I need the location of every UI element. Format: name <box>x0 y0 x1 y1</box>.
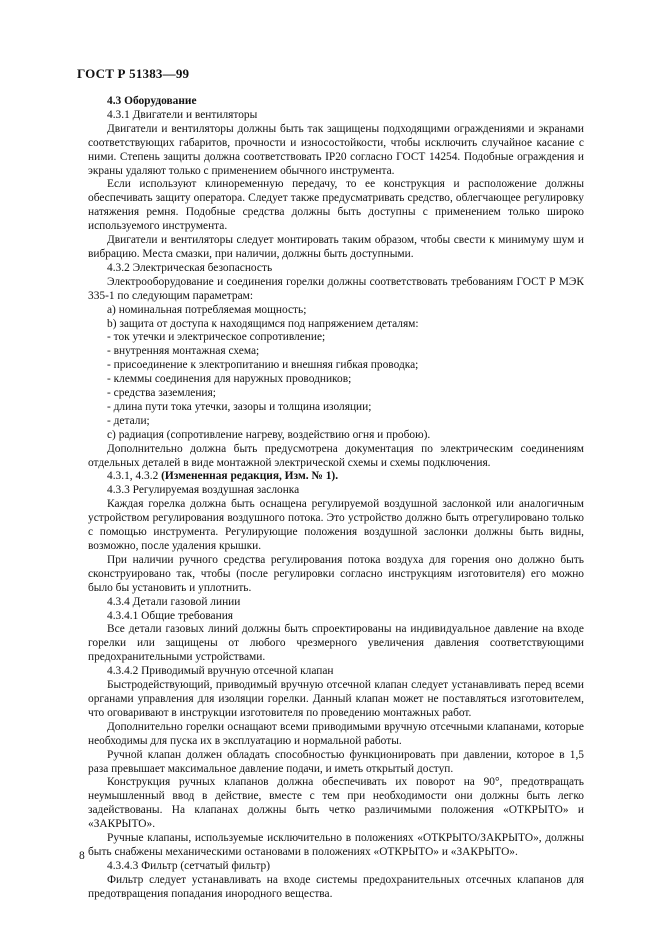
list-item: - присоединение к электропитанию и внешняя гибкая проводка; <box>107 359 419 372</box>
amendment-note <box>88 470 584 484</box>
paragraph: Дополнительно горелки оснащают всеми приводимыми вручную отсечными клапанами, которые необходимы для пуска их в эксплуатацию и нормальной работы. <box>88 720 584 747</box>
paragraph: Двигатели и вентиляторы должны быть так защищены подходящими ограждениями и экранами соответствующих габаритов, прочности и износостойкости, чтобы исключить случайное касание с ними. Степень защиты должна соответствовать IP20 согласно ГОСТ 14254. Подобные ограждения и экраны удаляют только с применением обычного инструмента. <box>88 122 584 177</box>
list-item: - детали; <box>107 414 150 427</box>
amendment-bold: (Измененная редакция, Изм. № 1). <box>161 470 339 483</box>
list-item: - средства заземления; <box>107 387 216 400</box>
paragraph: Ручные клапаны, используемые исключительно в положениях «ОТКРЫТО/ЗАКРЫТО», должны быть снабжены механическими остановами в положениях «ОТКРЫТО» и «ЗАКРЫТО». <box>88 832 584 858</box>
list-item: - длина пути тока утечки, зазоры и толщина изоляции; <box>107 400 372 413</box>
list-item: - клеммы соединения для наружных проводников; <box>107 373 352 386</box>
paragraph: Каждая горелка должна быть оснащена регулируемой воздушной заслонкой или аналогичным устройством регулирования воздушного потока. Это устройство должно быть отрегулировано только с помощью инструмента. Регулирующие положения воздушной заслонки должны быть видны, возможно, после удаления крышки. <box>88 498 584 552</box>
document-body <box>88 95 584 902</box>
subsection-heading-4-3-2: 4.3.2 Электрическая безопасность <box>107 261 273 274</box>
subsection-heading-4-3-3: 4.3.3 Регулируемая воздушная заслонка <box>107 484 300 497</box>
subsection-heading-4-3-4-1: 4.3.4.1 Общие требования <box>107 609 234 622</box>
page-number: 8 <box>79 850 85 862</box>
page-header: ГОСТ Р 51383—99 <box>77 66 190 81</box>
paragraph: Быстродействующий, приводимый вручную отсечной клапан следует устанавливать перед всеми органами управления для изоляции горелки. Данный клапан может не поставляться изготовителем, что оговаривают в инструкции изготовителя по проведению монтажных работ. <box>88 679 584 719</box>
subsection-heading-4-3-4: 4.3.4 Детали газовой линии <box>107 595 241 608</box>
list-item: b) защита от доступа к находящимся под напряжением деталям: <box>107 317 419 330</box>
paragraph: При наличии ручного средства регулирования потока воздуха для горения оно должно быть сконструировано так, чтобы (после регулировки согласно инструкциям изготовителя) его можно было бы установить и уплотнить. <box>88 553 584 594</box>
subsection-heading-4-3-4-2: 4.3.4.2 Приводимый вручную отсечной клапан <box>107 665 334 678</box>
paragraph: Ручной клапан должен обладать способностью функционировать при давлении, которое в 1,5 раза превышает максимальное давление подачи, и иметь открытый доступ. <box>88 748 584 775</box>
amendment-prefix: 4.3.1, 4.3.2 <box>107 470 162 483</box>
paragraph: Конструкция ручных клапанов должна обеспечивать их поворот на 90°, предотвращать неумышленный ввод в действие, вместе с тем при необходимости они должны быть легко задействованы. На клапанах должны быть четко различимыми положения «ОТКРЫТО» и «ЗАКРЫТО». <box>88 776 584 831</box>
paragraph: Фильтр следует устанавливать на входе системы предохранительных отсечных клапанов для предотвращения попадания инородного вещества. <box>88 873 584 900</box>
list-item: - внутренняя монтажная схема; <box>107 345 260 358</box>
paragraph: Если используют клиноременную передачу, то ее конструкция и расположение должны обеспечивать защиту оператора. Следует также предусматривать средство, облегчающее регулировку натяжения ремня. Подобные средства должны быть доступны с применением только широко используемого инструмента. <box>88 178 584 233</box>
subsection-heading-4-3-4-3: 4.3.4.3 Фильтр (сетчатый фильтр) <box>107 859 270 872</box>
paragraph: Двигатели и вентиляторы следует монтировать таким образом, чтобы свести к минимуму шум и вибрацию. Места смазки, при наличии, должны быть доступными. <box>88 234 584 260</box>
paragraph: Все детали газовых линий должны быть спроектированы на индивидуальное давление на входе горелки или защищены от любого чрезмерного увеличения давления соответствующими предохранительными устройствами. <box>88 623 584 664</box>
section-heading-4-3: 4.3 Оборудование <box>107 95 197 107</box>
paragraph: Электрооборудование и соединения горелки должны соответствовать требованиям ГОСТ Р МЭК 335-1 по следующим параметрам: <box>88 275 584 302</box>
subsection-heading-4-3-1: 4.3.1 Двигатели и вентиляторы <box>107 108 258 121</box>
list-item: с) радиация (сопротивление нагреву, воздействию огня и пробою). <box>107 428 431 441</box>
list-item: - ток утечки и электрическое сопротивление; <box>107 331 326 344</box>
paragraph: Дополнительно должна быть предусмотрена документация по электрическим соединениям отдельных деталей в виде монтажной электрической схемы и схемы подключения. <box>88 442 584 469</box>
list-item: а) номинальная потребляемая мощность; <box>107 303 307 316</box>
